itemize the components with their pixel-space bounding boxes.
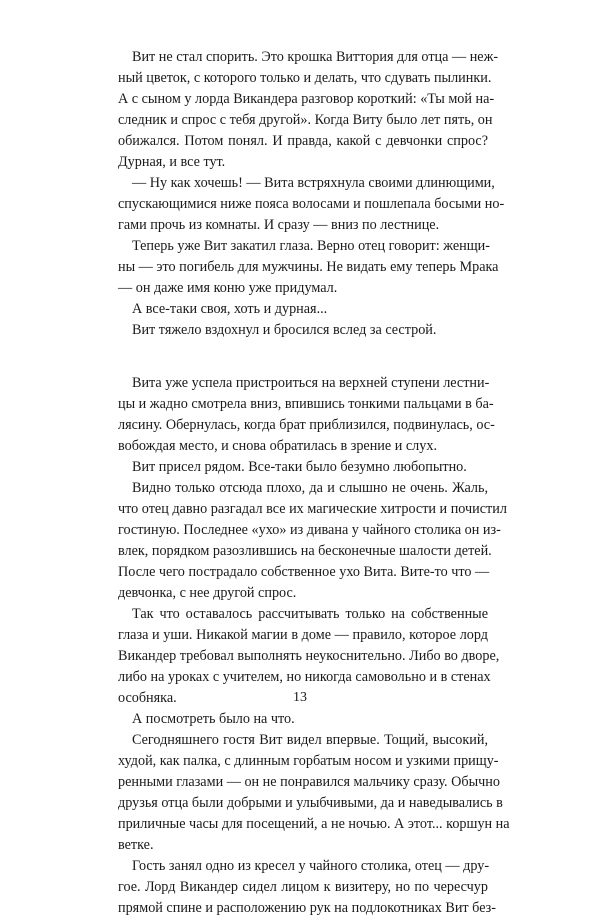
text-line: А все-таки своя, хоть и дурная... bbox=[132, 301, 328, 317]
text-line: гое. Лорд Викандер сидел лицом к визитеру, но по чересчур bbox=[118, 879, 488, 895]
text-line: Сегодняшнего гостя Вит видел впервые. Тощий, высокий, bbox=[132, 732, 488, 748]
text-line: Викандер требовал выполнять неукоснительно. Либо во дворе, bbox=[118, 648, 500, 664]
text-line: особняка. bbox=[118, 690, 177, 706]
text-line: либо на уроках с учителем, но никогда самовольно и в стенах bbox=[118, 669, 491, 685]
page-number: 13 bbox=[293, 690, 307, 705]
text-line: Так что оставалось рассчитывать только на собственные bbox=[132, 606, 488, 622]
text-line: — Ну как хочешь! — Вита встряхнула своими длинющими, bbox=[132, 175, 495, 191]
paragraph bbox=[118, 236, 499, 299]
text-line: ветке. bbox=[118, 837, 154, 853]
text-line: друзья отца были добрыми и улыбчивыми, да и наведывались в bbox=[118, 795, 503, 811]
text-line: Вит не стал спорить. Это крошка Виттория для отца — неж- bbox=[132, 49, 499, 65]
text-line: Вит присел рядом. Все-таки было безумно любопытно. bbox=[132, 459, 467, 475]
paragraph bbox=[118, 47, 499, 173]
text-line: Видно только отсюда плохо, да и слышно не очень. Жаль, bbox=[132, 480, 488, 496]
text-line: обижался. Потом понял. И правда, какой с девчонки спрос? bbox=[118, 133, 488, 149]
page-text bbox=[118, 47, 510, 919]
text-line: Вита уже успела пристроиться на верхней ступени лестни- bbox=[132, 375, 490, 391]
text-line: Вит тяжело вздохнул и бросился вслед за сестрой. bbox=[132, 322, 437, 338]
paragraph bbox=[118, 856, 496, 919]
text-line: худой, как палка, с длинным горбатым носом и узкими прищу- bbox=[118, 753, 499, 769]
text-line: Гость занял одно из кресел у чайного столика, отец — дру- bbox=[132, 858, 490, 874]
paragraph bbox=[118, 478, 507, 604]
text-line: ренными глазами — он не понравился мальчику сразу. Обычно bbox=[118, 774, 500, 790]
text-line: Дурная, и все тут. bbox=[118, 154, 226, 170]
text-line: гостиную. Последнее «ухо» из дивана у чайного столика он из- bbox=[118, 522, 501, 538]
paragraph bbox=[118, 730, 510, 856]
text-line: — он даже имя коню уже придумал. bbox=[118, 280, 338, 296]
text-line: ны — это погибель для мужчины. Не видать ему теперь Мрака bbox=[118, 259, 499, 275]
paragraph bbox=[118, 457, 488, 478]
text-line: После чего пострадало собственное ухо Вита. Вите-то что — bbox=[118, 564, 490, 580]
text-line: вобождая место, и снова обратилась в зрение и слух. bbox=[118, 438, 437, 454]
text-line: спускающимися ниже пояса волосами и пошлепала босыми но- bbox=[118, 196, 505, 212]
text-line: прямой спине и расположению рук на подлокотниках Вит без- bbox=[118, 900, 496, 916]
text-line: влек, порядком разозлившись на бесконечные шалости детей. bbox=[118, 543, 492, 559]
paragraph bbox=[118, 320, 488, 341]
paragraph bbox=[118, 373, 495, 457]
paragraph bbox=[118, 709, 488, 730]
section-break bbox=[118, 341, 488, 373]
text-line: следник и спрос с тебя другой». Когда Виту было лет пять, он bbox=[118, 112, 493, 128]
paragraph bbox=[118, 299, 488, 320]
text-line: гами прочь из комнаты. И сразу — вниз по лестнице. bbox=[118, 217, 440, 233]
text-line: девчонка, с нее другой спрос. bbox=[118, 585, 297, 601]
text-line: глаза и уши. Никакой магии в доме — правило, которое лорд bbox=[118, 627, 488, 643]
text-line: цы и жадно смотрела вниз, впившись тонкими пальцами в ба- bbox=[118, 396, 494, 412]
text-line: лясину. Обернулась, когда брат приблизился, подвинулась, ос- bbox=[118, 417, 495, 433]
text-line: Теперь уже Вит закатил глаза. Верно отец говорит: женщи- bbox=[132, 238, 490, 254]
text-line: что отец давно разгадал все их магические хитрости и почистил bbox=[118, 501, 507, 517]
text-line: А посмотреть было на что. bbox=[132, 711, 295, 727]
text-line: ный цветок, с которого только и делать, что сдувать пылинки. bbox=[118, 70, 492, 86]
paragraph bbox=[118, 173, 505, 236]
text-line: приличные часы для посещений, а не ночью. А этот... коршун на bbox=[118, 816, 510, 832]
text-line: А с сыном у лорда Викандера разговор короткий: «Ты мой на- bbox=[118, 91, 495, 107]
